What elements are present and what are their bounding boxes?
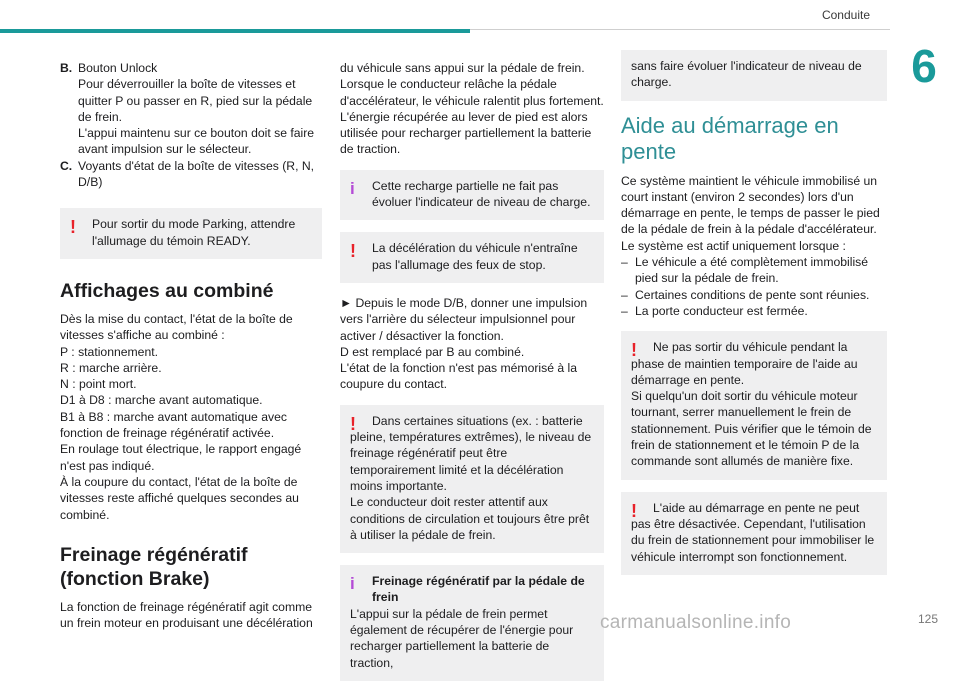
step-text: ► Depuis le mode D/B, donner une impulsion vers l'arrière du sélecteur impulsionnel pour activer / désactiver la fonction.	[340, 295, 588, 343]
info-box	[340, 170, 604, 221]
info-title: Freinage régénératif par la pédale de frein	[372, 574, 585, 605]
heading-affichages: Affichages au combiné	[60, 279, 274, 302]
def-key: B.	[60, 61, 73, 75]
dash-item: – Certaines conditions de pente sont réunies.	[621, 287, 870, 302]
paragraph: R : marche arrière.	[60, 360, 162, 375]
def-title: Bouton Unlock	[78, 61, 158, 75]
header-accent-bar	[0, 29, 470, 33]
warning-icon: !	[631, 500, 637, 521]
header-rule	[470, 29, 890, 30]
def-key: C.	[60, 158, 73, 173]
warning-icon: !	[631, 340, 637, 361]
heading-aide: Aide au démarrage en pente	[621, 112, 839, 164]
paragraph: La fonction de freinage régénératif agit comme un frein moteur en produisant une décélération	[60, 599, 313, 631]
warning-text: Ne pas sortir du véhicule pendant la phase de maintien temporaire de l'aide au démarrage en pente.	[631, 340, 858, 387]
paragraph: D1 à D8 : marche avant automatique.	[60, 393, 263, 408]
warning-text: Le conducteur doit rester attentif aux conditions de circulation et toujours être prêt à utiliser la pédale de frein.	[350, 495, 590, 542]
dash-item: – La porte conducteur est fermée.	[621, 303, 808, 318]
paragraph: Dès la mise du contact, l'état de la boîte de vitesses s'affiche au combiné :	[60, 311, 293, 343]
paragraph: D est remplacé par B au combiné.	[340, 344, 525, 359]
page-number: 125	[917, 612, 938, 626]
paragraph: N : point mort.	[60, 377, 137, 392]
info-text: L'appui sur la pédale de frein permet également de récupérer de l'énergie pour recharger partiellement la batterie de traction,	[350, 606, 574, 670]
info-icon: i	[350, 178, 355, 198]
column-3	[621, 50, 887, 587]
warning-text: Si quelqu'un doit sortir du véhicule moteur tournant, serrer manuellement le frein de stationnement. Puis vérifier que le témoin de frein de stationnement et le témoin P de la commande sont allumés de manière fixe.	[631, 389, 872, 469]
warning-text: L'aide au démarrage en pente ne peut pas être désactivée. Cependant, l'utilisation du frein de stationnement pour immobiliser le véhicule interrompt son fonctionnement.	[631, 500, 875, 564]
warning-box	[621, 492, 887, 575]
warning-icon: !	[350, 241, 356, 262]
dash-item: – Le véhicule a été complètement immobilisé pied sur la pédale de frein.	[621, 255, 869, 286]
info-box-continued	[621, 50, 887, 101]
warning-box	[340, 232, 604, 283]
warning-icon: !	[70, 217, 76, 238]
column-1	[60, 60, 322, 631]
def-text: L'appui maintenu sur ce bouton doit se faire avant impulsion sur le sélecteur.	[78, 126, 315, 157]
warning-box	[60, 208, 322, 259]
def-item-b	[60, 60, 322, 158]
def-item-c	[60, 158, 322, 191]
info-text: Cette recharge partielle ne fait pas évoluer l'indicateur de niveau de charge.	[372, 178, 591, 210]
paragraph: Le système est actif uniquement lorsque :	[621, 238, 846, 253]
def-text: Pour déverrouiller la boîte de vitesses et quitter P ou passer en R, pied sur la pédale de frein.	[78, 77, 313, 124]
info-text: sans faire évoluer l'indicateur de niveau de charge.	[631, 59, 862, 90]
paragraph: du véhicule sans appui sur la pédale de frein. Lorsque le conducteur relâche la pédale d'accélérateur, le véhicule ralentit plus fortement. L'énergie récupérée au lever de pied est alors utilisée pour recharger partiellement la batterie de traction.	[340, 61, 604, 157]
paragraph: P : stationnement.	[60, 344, 159, 359]
warning-icon: !	[350, 413, 356, 434]
def-text: Voyants d'état de la boîte de vitesses (R, N, D/B)	[78, 158, 315, 190]
warning-box	[621, 331, 887, 479]
watermark: carmanualsonline.info	[600, 612, 792, 633]
chapter-number: 6	[911, 40, 937, 92]
paragraph: Ce système maintient le véhicule immobilisé un court instant (environ 2 secondes) lors d'un démarrage en pente, le temps de passer le pied de la pédale de frein à la pédale d'accélérateur.	[621, 173, 880, 237]
warning-text: La décélération du véhicule n'entraîne pas l'allumage des feux de stop.	[372, 241, 578, 272]
info-box	[340, 565, 604, 681]
paragraph: En roulage tout électrique, le rapport engagé n'est pas indiqué.	[60, 442, 302, 473]
paragraph: L'état de la fonction n'est pas mémorisé à la coupure du contact.	[340, 361, 578, 392]
section-title: Conduite	[821, 8, 870, 22]
info-icon: i	[350, 574, 355, 594]
column-2	[340, 60, 604, 693]
warning-text: Dans certaines situations (ex. : batterie pleine, températures extrêmes), le niveau de freinage régénératif peut être temporairement limité et la décélération moins importante.	[350, 413, 592, 493]
warning-text: Pour sortir du mode Parking, attendre l'allumage du témoin READY.	[92, 217, 296, 248]
warning-box	[340, 405, 604, 553]
heading-freinage: Freinage régénératif (fonction Brake)	[60, 543, 248, 590]
paragraph: B1 à B8 : marche avant automatique avec fonction de freinage régénératif activée.	[60, 409, 287, 441]
paragraph: À la coupure du contact, l'état de la boîte de vitesses reste affiché quelques secondes au combiné.	[60, 474, 299, 522]
